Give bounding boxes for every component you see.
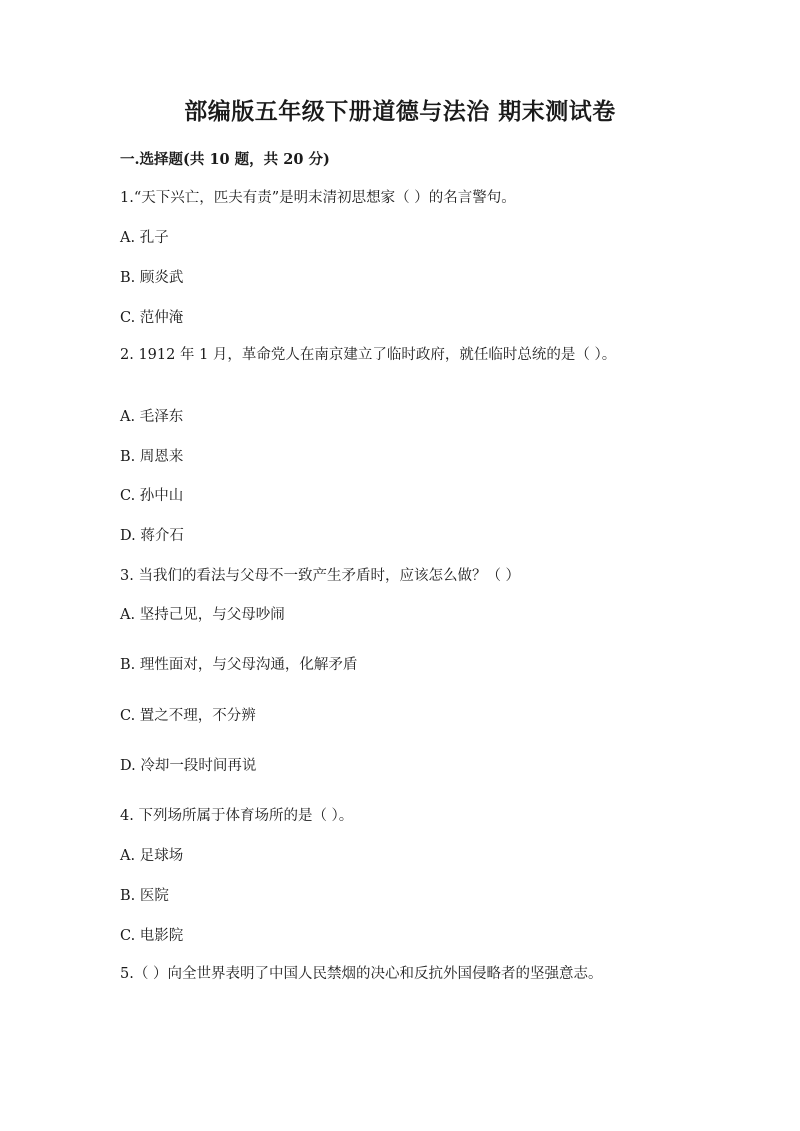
- question-3-option-a: A. 坚持己见，与父母吵闹: [120, 607, 285, 623]
- question-5-stem: 5.（ ）向全世界表明了中国人民禁烟的决心和反抗外国侵略者的坚强意志。: [120, 966, 603, 982]
- page-title: 部编版五年级下册道德与法治 期末测试卷: [184, 98, 616, 125]
- question-1-option-b: B. 顾炎武: [120, 270, 184, 286]
- question-4-option-c: C. 电影院: [120, 928, 184, 944]
- question-1-option-c: C. 范仲淹: [120, 310, 184, 326]
- question-2-stem: 2. 1912 年 1 月，革命党人在南京建立了临时政府，就任临时总统的是（ ）。: [120, 347, 617, 363]
- question-3-option-d: D. 冷却一段时间再说: [120, 758, 257, 774]
- question-1-stem: 1.“天下兴亡，匹夫有责”是明末清初思想家（ ）的名言警句。: [120, 190, 516, 206]
- question-4-stem: 4. 下列场所属于体育场所的是（ ）。: [120, 808, 354, 824]
- question-3-option-c: C. 置之不理，不分辨: [120, 708, 256, 724]
- question-3-stem: 3. 当我们的看法与父母不一致产生矛盾时，应该怎么做？（ ）: [120, 568, 521, 584]
- question-4-option-a: A. 足球场: [120, 848, 184, 864]
- question-2-option-a: A. 毛泽东: [120, 409, 184, 425]
- question-2-option-d: D. 蒋介石: [120, 528, 184, 544]
- section-heading: 一.选择题(共 10 题，共 20 分): [120, 151, 330, 168]
- question-2-option-c: C. 孙中山: [120, 488, 184, 504]
- question-4-option-b: B. 医院: [120, 888, 169, 904]
- question-3-option-b: B. 理性面对，与父母沟通，化解矛盾: [120, 657, 358, 673]
- question-1-option-a: A. 孔子: [120, 230, 169, 246]
- question-2-option-b: B. 周恩来: [120, 449, 184, 465]
